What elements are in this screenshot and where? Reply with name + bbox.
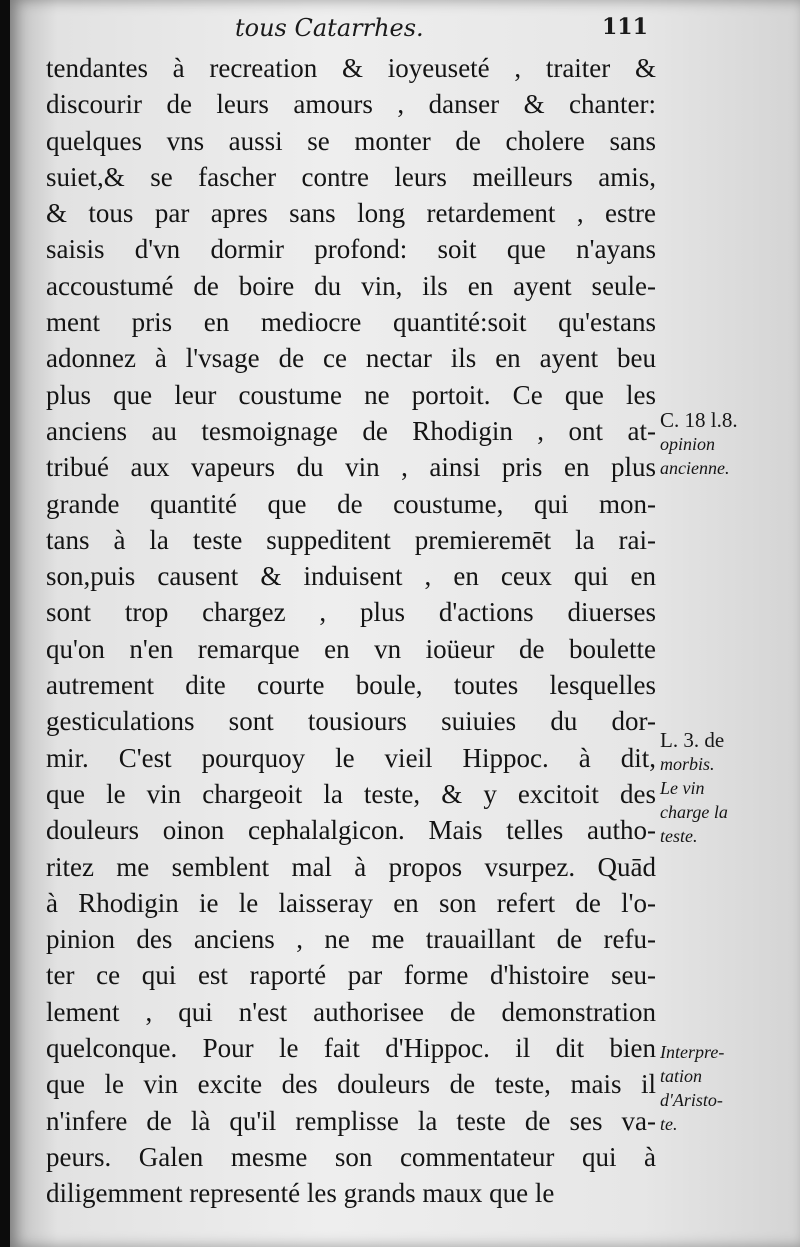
margin-line: Le vin [660,778,705,798]
text-line: diligemment representé les grands maux que le [46,1178,555,1209]
margin-line: L. 3. de [660,728,725,752]
text-line: ter ce qui est raporté par forme d'histoire seu- [46,960,656,991]
text-line: que le vin chargeoit la teste, & y excitoit des [46,778,656,809]
text-line: quelques vns aussi se monter de cholere sans [46,125,656,156]
margin-note-aristote [660,1040,800,1136]
text-line: adonnez à l'vsage de ce nectar ils en ayent beu [46,343,656,374]
text-line: quelconque. Pour le fait d'Hippoc. il dit bien [46,1033,656,1064]
text-line: son,puis causent & induisent , en ceux qui en [46,561,656,592]
margin-line: Interpre- [660,1042,725,1062]
text-line: sont trop chargez , plus d'actions diuerses [46,597,656,628]
margin-note-morbis [660,728,800,848]
text-line: pinion des anciens , ne me trauaillant de refu- [46,924,656,955]
margin-line: tation [660,1066,703,1086]
text-line: plus que leur coustume ne portoit. Ce que les [46,379,656,410]
text-line: & tous par apres sans long retardement , estre [46,198,656,229]
text-line: que le vin excite des douleurs de teste, mais il [46,1069,656,1100]
text-line: douleurs oinon cephalalgicon. Mais telles autho- [46,815,656,846]
text-line: tendantes à recreation & ioyeuseté , traiter & [46,53,656,83]
margin-line: ancienne. [660,458,730,478]
page-number: 111 [602,14,648,40]
text-line: autrement dite courte boule, toutes lesquelles [46,670,656,701]
text-line: lement , qui n'est authorisee de demonstration [46,996,656,1027]
margin-line: teste. [660,826,698,846]
margin-line: te. [660,1114,678,1134]
text-line: tans à la teste suppeditent premieremēt la rai- [46,524,656,555]
margin-note-opinion [660,408,800,480]
text-line: mir. C'est pourquoy le vieil Hippoc. à dit, [46,742,656,773]
text-line: ritez me semblent mal à propos vsurpez. Quād [46,851,656,882]
text-line: gesticulations sont tousiours suiuies du dor- [46,706,656,737]
margin-line: charge la [660,802,728,822]
text-line: anciens au tesmoignage de Rhodigin , ont at- [46,415,656,446]
margin-line: C. 18 l.8. [660,408,738,432]
text-line: discourir de leurs amours , danser & chanter: [46,89,656,120]
margin-line: d'Aristo- [660,1090,723,1110]
book-page [10,0,800,1247]
text-line: peurs. Galen mesme son commentateur qui à [46,1141,656,1172]
main-text-block [46,50,656,1212]
text-line: à Rhodigin ie le laisseray en son refert de l'o- [46,887,656,918]
text-line: qu'on n'en remarque en vn ioüeur de boulette [46,633,656,664]
text-line: accoustumé de boire du vin, ils en ayent seule- [46,270,656,301]
text-line: grande quantité que de coustume, qui mon- [46,488,656,519]
text-line: saisis d'vn dormir profond: soit que n'ayans [46,234,656,265]
text-line: suiet,& se fascher contre leurs meilleurs amis, [46,161,656,192]
running-title: tous Catarrhes. [235,14,424,42]
margin-line: opinion [660,434,716,454]
text-line: n'infere de là qu'il remplisse la teste de ses va- [46,1105,656,1136]
margin-line: morbis. [660,754,715,774]
text-line: tribué aux vapeurs du vin , ainsi pris en plus [46,452,656,483]
text-line: ment pris en mediocre quantité:soit qu'estans [46,307,656,338]
